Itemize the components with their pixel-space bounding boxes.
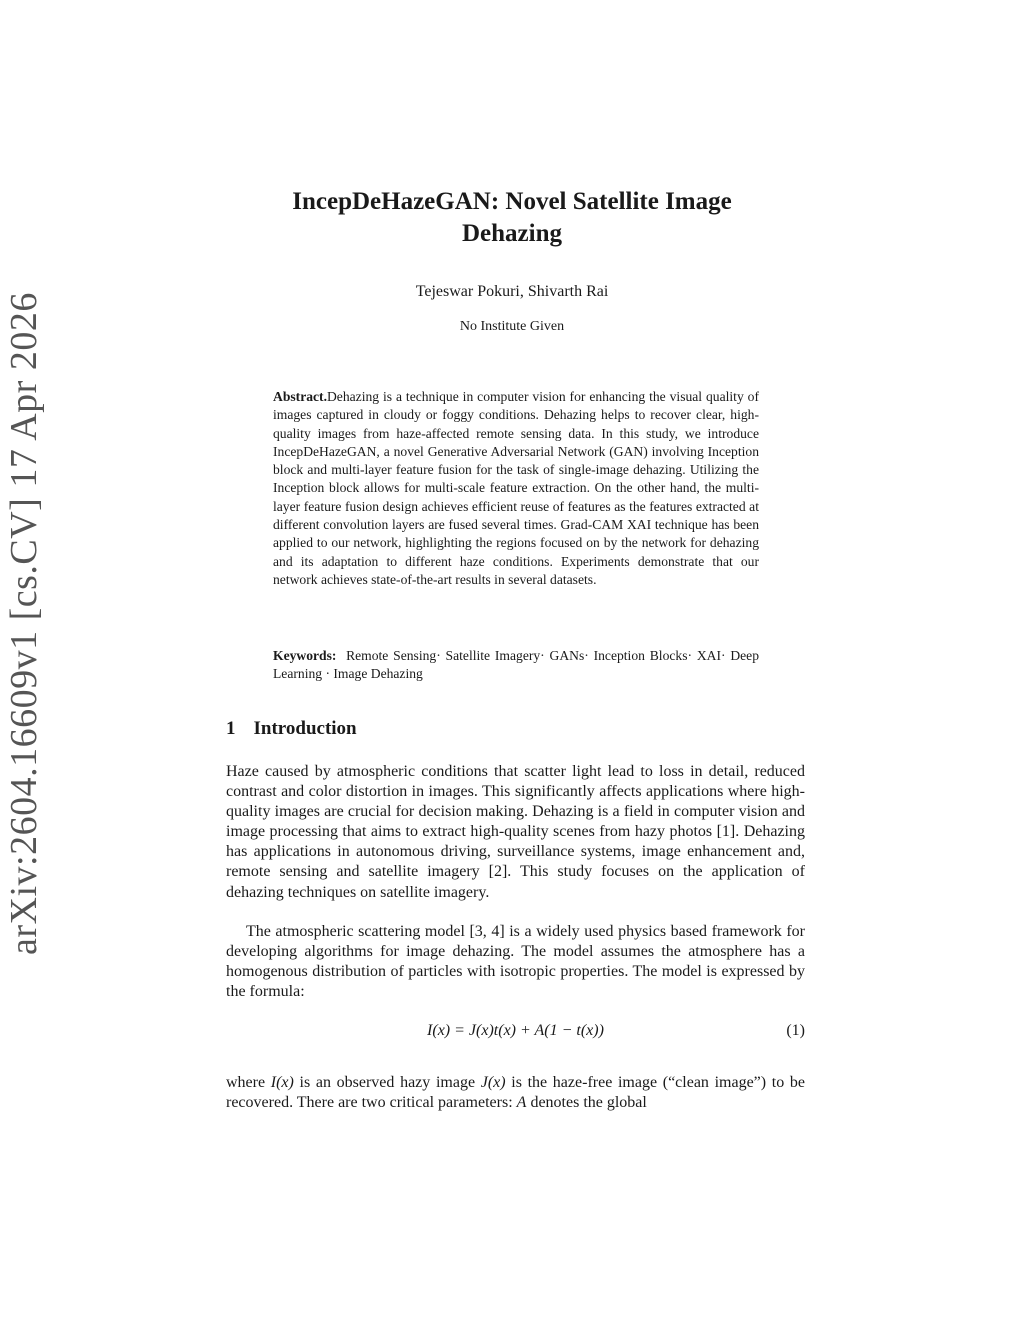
keywords-block	[273, 647, 759, 684]
p3-math-atmospheric-light: A	[516, 1094, 527, 1112]
p3-text-a: where	[226, 1074, 271, 1091]
arxiv-identifier-text: arXiv:2604.16609v1 [cs.CV] 17 Apr 2026	[3, 292, 45, 955]
intro-paragraph-2: The atmospheric scattering model [3, 4] is a widely used physics based framework for developing algorithms for image dehazing. The model assumes the atmosphere has a homogenous distribution of particles with isotropic properties. The model is expressed by the formula:	[226, 923, 805, 1001]
equation-1	[226, 1022, 805, 1046]
intro-paragraph-3	[226, 1073, 805, 1113]
intro-paragraph-1: Haze caused by atmospheric conditions that scatter light lead to loss in detail, reduced contrast and color distortion in images. This significantly affects applications where high-quality images are crucial for decision making. Dehazing is a field in computer vision and image processing that aims to extract high-quality scenes from hazy photos [1]. Dehazing has applications in autonomous driving, surveillance systems, image enhancement and, remote sensing and satellite imagery [2]. This study focuses on the application of dehazing techniques on satellite imagery.	[226, 763, 805, 901]
p3-math-observed-image: I(x)	[270, 1074, 294, 1091]
section-title: Introduction	[253, 718, 357, 739]
keywords-text: Remote Sensing· Satellite Imagery· GANs· Inception Blocks· XAI· Deep Learning · Image Dehazing	[273, 648, 760, 682]
paper-institute: No Institute Given	[459, 319, 565, 334]
abstract-text: Dehazing is a technique in computer vision for enhancing the visual quality of images captured in cloudy or foggy conditions. Dehazing helps to recover clear, high-quality images from haze-affected remote sensing data. In this study, we introduce IncepDeHazeGAN, a novel Generative Adversarial Network (GAN) involving Inception block and multi-layer feature fusion for the task of single-image dehazing. Utilizing the Inception block allows for multi-scale feature extraction. On the other hand, the multi-layer feature fusion design achieves efficient reuse of features as the features extracted at different convolution layers are fused several times. Grad-CAM XAI technique has been applied to our network, highlighting the regions focused on by the network for dehazing and its adaptation to different haze conditions. Experiments demonstrate that our network achieves state-of-the-art results in several datasets.	[273, 389, 759, 587]
section-heading-introduction	[226, 718, 357, 740]
equation-expression: I(x) = J(x)t(x) + A(1 − t(x))	[427, 1022, 604, 1039]
paper-title-line-1: IncepDeHazeGAN: Novel Satellite Image	[292, 188, 732, 215]
keywords-label: Keywords:	[273, 648, 337, 663]
arxiv-identifier-stamp	[2, 292, 45, 955]
abstract-block	[273, 388, 759, 589]
p3-text-c: is an observed hazy image	[293, 1074, 481, 1091]
paper-title	[200, 186, 824, 250]
abstract-label: Abstract.	[273, 389, 327, 404]
paper-authors: Tejeswar Pokuri, Shivarth Rai	[415, 283, 609, 300]
paper-title-line-2: Dehazing	[462, 220, 562, 247]
p3-text-e: is the haze-free image (“clean image”) to be recovered. There are two critical parameters:	[226, 1074, 805, 1112]
p3-math-clean-image: J(x)	[480, 1074, 506, 1091]
equation-number: (1)	[786, 1022, 805, 1039]
section-number: 1	[226, 718, 236, 739]
p3-text-g: denotes the global	[526, 1094, 647, 1112]
